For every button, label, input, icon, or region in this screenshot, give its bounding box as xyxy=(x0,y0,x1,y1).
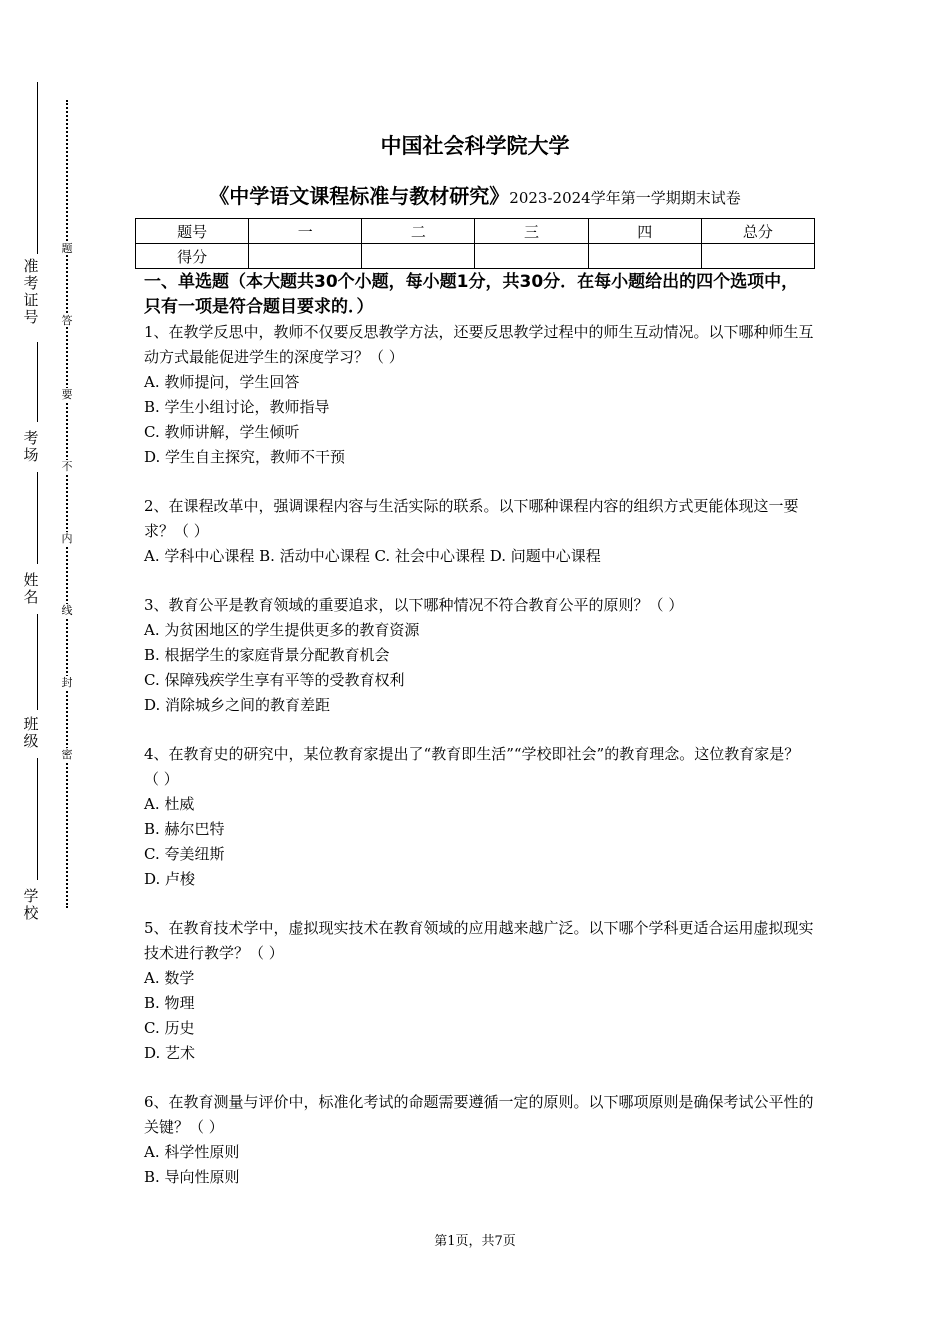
binding-line xyxy=(37,472,38,564)
student-name-label: 姓名 xyxy=(23,571,39,606)
section-title: 一、单选题（本大题共30个小题，每小题1分，共30分．在每小题给出的四个选项中，只有一项是符合题目要求的．） xyxy=(144,272,799,317)
question-option: C. 保障残疾学生享有平等的受教育权利 xyxy=(144,671,405,689)
seal-char: 密 xyxy=(59,748,75,761)
score-table-cell: 总分 xyxy=(701,219,814,244)
question-option: D. 学生自主探究，教师不干预 xyxy=(144,448,346,466)
question-option: C. 教师讲解，学生倾听 xyxy=(144,423,300,441)
score-table-cell: 四 xyxy=(588,219,701,244)
question-option: A. 教师提问，学生回答 xyxy=(144,373,300,391)
seal-char: 答 xyxy=(59,314,75,327)
question-stem: 4、在教育史的研究中，某位教育家提出了“教育即生活”“学校即社会”的教育理念。这位教育家是？（ ） xyxy=(144,745,800,788)
score-table-cell: 得分 xyxy=(136,244,249,269)
score-table-cell: 题号 xyxy=(136,219,249,244)
question-3 xyxy=(144,593,814,718)
seal-char: 要 xyxy=(59,388,75,401)
question-option: B. 导向性原则 xyxy=(144,1168,240,1186)
question-option: B. 学生小组讨论，教师指导 xyxy=(144,398,330,416)
seal-char: 封 xyxy=(59,676,75,689)
school-label: 学校 xyxy=(23,887,39,922)
exam-room-label: 考场 xyxy=(23,429,39,464)
question-6 xyxy=(144,1090,814,1190)
question-option: D. 艺术 xyxy=(144,1044,196,1062)
question-stem: 1、在教学反思中，教师不仅要反思教学方法，还要反思教学过程中的师生互动情况。以下哪种师生互动方式最能促进学生的深度学习？（ ） xyxy=(144,323,814,366)
course-title: 《中学语文课程标准与教材研究》 xyxy=(209,184,510,208)
seal-char: 内 xyxy=(59,532,75,545)
score-input-cell[interactable] xyxy=(362,244,475,269)
term-label: 2023-2024学年第一学期期末试卷 xyxy=(509,189,741,207)
question-option: C. 历史 xyxy=(144,1019,195,1037)
question-option: A. 学科中心课程 B. 活动中心课程 C. 社会中心课程 D. 问题中心课程 xyxy=(144,547,601,565)
question-stem: 3、教育公平是教育领域的重要追求，以下哪种情况不符合教育公平的原则？（ ） xyxy=(144,596,684,614)
exam-subtitle xyxy=(0,180,950,209)
binding-line xyxy=(37,82,38,254)
binding-line xyxy=(37,758,38,880)
seal-char: 不 xyxy=(59,460,75,473)
question-option: A. 为贫困地区的学生提供更多的教育资源 xyxy=(144,621,420,639)
university-title: 中国社会科学院大学 xyxy=(380,134,570,158)
question-option: B. 根据学生的家庭背景分配教育机会 xyxy=(144,646,390,664)
question-stem: 2、在课程改革中，强调课程内容与生活实际的联系。以下哪种课程内容的组织方式更能体现这一要求？（ ） xyxy=(144,497,799,540)
score-table-score-row xyxy=(136,244,815,269)
question-option: D. 卢梭 xyxy=(144,870,196,888)
question-5 xyxy=(144,916,814,1066)
question-stem: 6、在教育测量与评价中，标准化考试的命题需要遵循一定的原则。以下哪项原则是确保考试公平性的关键？（ ） xyxy=(144,1093,814,1136)
score-input-cell[interactable] xyxy=(249,244,362,269)
score-input-cell[interactable] xyxy=(588,244,701,269)
question-4 xyxy=(144,742,814,892)
score-input-cell[interactable] xyxy=(475,244,588,269)
question-1 xyxy=(144,320,814,470)
exam-number-label: 准考证号 xyxy=(23,257,39,326)
binding-line xyxy=(37,342,38,422)
question-option: C. 夸美纽斯 xyxy=(144,845,225,863)
question-option: A. 科学性原则 xyxy=(144,1143,240,1161)
question-2 xyxy=(144,494,814,569)
seal-dotted-line xyxy=(66,100,68,908)
question-option: B. 赫尔巴特 xyxy=(144,820,225,838)
seal-char: 线 xyxy=(59,604,75,617)
exam-content xyxy=(144,270,814,1190)
score-table-cell: 三 xyxy=(475,219,588,244)
seal-char: 题 xyxy=(59,242,75,255)
page-footer: 第1页，共7页 xyxy=(434,1234,516,1249)
score-table-cell: 一 xyxy=(249,219,362,244)
class-label: 班级 xyxy=(23,715,39,750)
score-table-header-row xyxy=(136,219,815,244)
score-input-cell[interactable] xyxy=(701,244,814,269)
question-option: A. 杜威 xyxy=(144,795,195,813)
score-table xyxy=(135,218,815,269)
question-option: A. 数学 xyxy=(144,969,195,987)
question-option: D. 消除城乡之间的教育差距 xyxy=(144,696,331,714)
question-stem: 5、在教育技术学中，虚拟现实技术在教育领域的应用越来越广泛。以下哪个学科更适合运用虚拟现实技术进行教学？（ ） xyxy=(144,919,814,962)
binding-line xyxy=(37,614,38,710)
question-option: B. 物理 xyxy=(144,994,195,1012)
score-table-cell: 二 xyxy=(362,219,475,244)
